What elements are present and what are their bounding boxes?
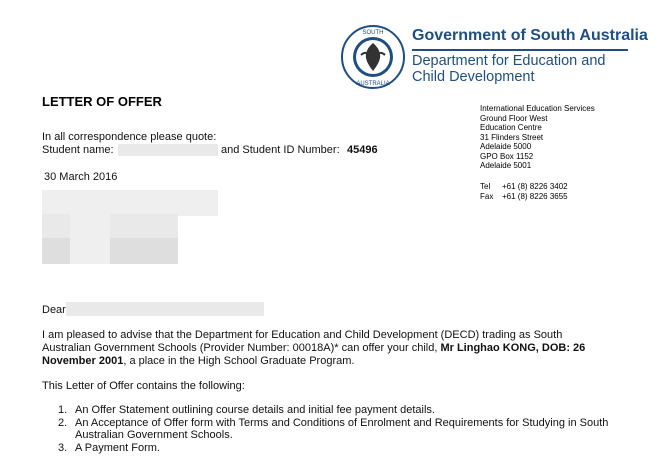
address-line: Adelaide 5001 bbox=[480, 161, 532, 170]
letter-date: 30 March 2016 bbox=[44, 171, 118, 183]
offer-paragraph-line2-text: Australian Government Schools (Provider Number: 00018A)* can offer your child, bbox=[42, 342, 438, 354]
list-item-number: 3. bbox=[58, 441, 68, 454]
offer-paragraph-line3-text: , a place in the High School Graduate Program. bbox=[123, 355, 355, 367]
address-line: Education Centre bbox=[480, 123, 542, 132]
student-id-label: and Student ID Number: bbox=[221, 144, 340, 156]
logo-divider bbox=[412, 49, 628, 51]
department-name-line1: Department for Education and bbox=[412, 53, 606, 69]
government-seal-logo bbox=[341, 25, 405, 89]
address-line: Adelaide 5000 bbox=[480, 142, 532, 151]
fax-row bbox=[480, 192, 568, 201]
offer-paragraph-line2 bbox=[42, 342, 585, 354]
fax-value: +61 (8) 8226 3655 bbox=[502, 192, 568, 201]
letter-heading: LETTER OF OFFER bbox=[42, 94, 162, 109]
seal-text-top: SOUTH bbox=[362, 30, 384, 36]
quote-instruction: In all correspondence please quote: bbox=[42, 131, 217, 143]
redacted-recipient-line bbox=[42, 214, 178, 240]
seal-text-bottom: AUSTRALIA bbox=[356, 81, 390, 87]
address-line: GPO Box 1152 bbox=[480, 151, 534, 161]
fax-label: Fax bbox=[480, 192, 494, 201]
address-line: Ground Floor West bbox=[480, 113, 548, 123]
offer-paragraph-line1: I am pleased to advise that the Department for Education and Child Development (DECD) trading as South bbox=[42, 329, 563, 341]
address-line: International Education Services bbox=[480, 104, 595, 113]
student-name-label: Student name: bbox=[42, 144, 114, 156]
department-name-line2: Child Development bbox=[412, 69, 535, 85]
list-item-number: 1. bbox=[58, 404, 68, 416]
contents-list bbox=[42, 404, 635, 454]
redacted-recipient-line bbox=[42, 238, 178, 264]
student-dob-cont: November 2001 bbox=[42, 355, 124, 367]
student-id-value: 45496 bbox=[347, 144, 378, 156]
list-item-number: 2. bbox=[58, 416, 68, 429]
offer-paragraph-line3 bbox=[42, 355, 354, 367]
list-item-text: An Acceptance of Offer form with Terms and Conditions of Enrolment and Requirements for Studying in South Australian Government Schools. bbox=[75, 416, 609, 441]
salutation: Dear bbox=[42, 304, 66, 316]
telephone-value: +61 (8) 8226 3402 bbox=[502, 182, 568, 191]
contents-intro: This Letter of Offer contains the following: bbox=[42, 380, 245, 392]
redacted-student-name bbox=[118, 144, 218, 156]
redacted-recipient-overlay bbox=[70, 190, 110, 264]
redacted-recipient-line bbox=[42, 190, 218, 216]
address-line: 31 Flinders Street bbox=[480, 132, 544, 142]
list-item bbox=[42, 442, 635, 455]
list-item-text: An Offer Statement outlining course details and initial fee payment details. bbox=[75, 404, 435, 416]
student-name-dob: Mr Linghao KONG, DOB: 26 bbox=[440, 342, 586, 354]
list-item-text: A Payment Form. bbox=[75, 441, 160, 454]
government-title: Government of South Australia bbox=[412, 27, 648, 44]
redacted-recipient-name bbox=[66, 302, 264, 316]
list-item bbox=[42, 417, 635, 442]
telephone-label: Tel bbox=[480, 182, 491, 191]
list-item bbox=[42, 404, 635, 417]
telephone-row bbox=[480, 182, 568, 191]
address-block bbox=[480, 104, 595, 171]
